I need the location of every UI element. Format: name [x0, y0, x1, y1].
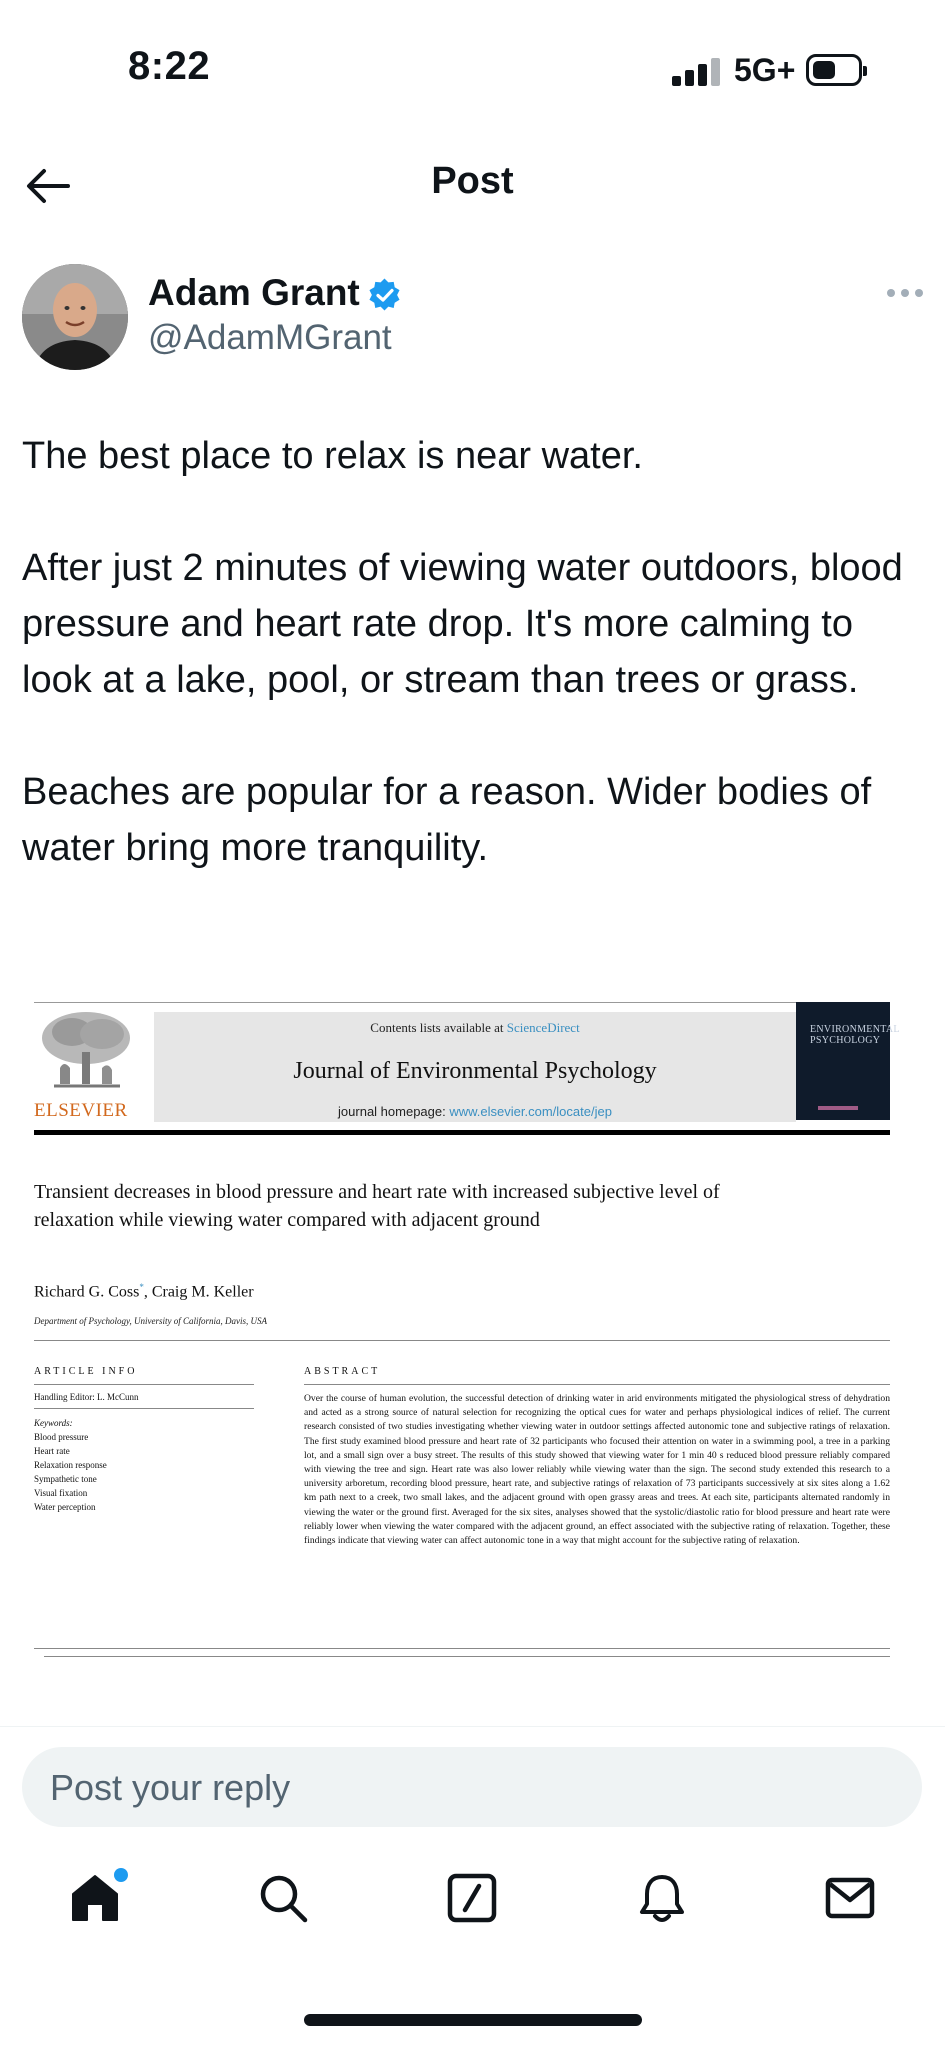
- more-options-button[interactable]: [887, 286, 923, 300]
- journal-banner: [154, 1012, 796, 1122]
- abstract-heading: ABSTRACT: [304, 1366, 381, 1377]
- keywords-list: [34, 1416, 107, 1514]
- header: [0, 140, 945, 230]
- publisher-name: ELSEVIER: [34, 1100, 128, 1121]
- keyword: Relaxation response: [34, 1460, 107, 1470]
- post-image-paper[interactable]: [22, 988, 908, 1664]
- home-indicator[interactable]: [304, 2014, 642, 2026]
- verified-badge-icon: [368, 278, 402, 312]
- bell-icon: [636, 1872, 688, 1924]
- reply-area: [0, 1726, 945, 1844]
- article-info-heading: ARTICLE INFO: [34, 1366, 138, 1377]
- paper-title: Transient decreases in blood pressure and heart rate with increased subjective level of relaxation while viewing water compared with adjacent ground: [34, 1181, 720, 1231]
- paper-affiliation: Department of Psychology, University of California, Davis, USA: [34, 1316, 267, 1326]
- keyword: Visual fixation: [34, 1488, 88, 1498]
- author-name-text: Adam Grant: [148, 272, 360, 313]
- avatar[interactable]: [22, 264, 128, 370]
- battery-icon: [806, 54, 862, 86]
- home-icon: [69, 1872, 121, 1924]
- author-handle[interactable]: @AdamMGrant: [148, 318, 392, 357]
- network-label: 5G+: [734, 52, 796, 88]
- status-bar: [0, 0, 945, 140]
- journal-name: Journal of Environmental Psychology: [293, 1058, 657, 1084]
- cover-title: ENVIRONMENTAL PSYCHOLOGY: [810, 1024, 900, 1046]
- author-name[interactable]: [148, 272, 402, 314]
- contents-line: Contents lists available at ScienceDirect: [370, 1020, 580, 1035]
- keyword: Sympathetic tone: [34, 1474, 97, 1484]
- keyword: Blood pressure: [34, 1432, 89, 1442]
- page-title: Post: [431, 160, 514, 202]
- compose-icon: [446, 1872, 498, 1924]
- homepage-line: journal homepage: www.elsevier.com/locate/jep: [338, 1104, 612, 1119]
- avatar-image: [22, 264, 128, 370]
- handling-editor: Handling Editor: L. McCunn: [34, 1392, 139, 1402]
- tab-notifications[interactable]: [627, 1860, 697, 1940]
- journal-cover: [796, 1002, 900, 1120]
- keyword: Heart rate: [34, 1446, 70, 1456]
- mail-icon: [824, 1872, 876, 1924]
- reply-placeholder: Post your reply: [50, 1767, 291, 1808]
- notification-dot: [114, 1868, 128, 1882]
- elsevier-tree-logo: [34, 1008, 138, 1092]
- keyword: Water perception: [34, 1502, 96, 1512]
- signal-icon: [672, 56, 722, 86]
- status-time: 8:22: [128, 44, 211, 88]
- tab-home[interactable]: [60, 1860, 130, 1940]
- keywords-heading: Keywords:: [34, 1418, 73, 1428]
- battery-fill: [813, 61, 835, 79]
- post-paragraph: After just 2 minutes of viewing water outdoors, blood pressure and heart rate drop. It's more calming to look at a lake, pool, or stream than trees or grass.: [22, 547, 903, 701]
- abstract-text: Over the course of human evolution, the successful detection of drinking water in arid environments mitigated the physiological stress of dehydration and acted as a strong source of natural selection for recognizing the optical cues for water and perhaps physiological indices of relief. The current research consisted of two studies investigating whether viewing water in outdoor settings affected autonomic tone and subjective ratings of relaxation. The first study examined blood pressure and heart rate of 32 participants who focused their attention on water in a swimming pool, a tree in a parking lot, and a small sign over a busy street. The results of this study showed that viewing water for 1 min 40 s reduced blood pressure reliably compared with viewing the tree and sign. Heart rate was also lower reliably while viewing water than the sign. The second study extended this research to a university arboretum, recording blood pressure, heart rate, and subjective ratings of relaxation of 73 participants successively at six sites along a 1.62 km path next to a creek, two small lakes, and the adjacent ground with open grassy areas and trees. At each site, participants alternated randomly in viewing the water or the ground first. Averaged for the six sites, analyses showed that the systolic/diastolic ratio for blood pressure and heart rate were reliably lower when viewing the water compared with the adjacent ground, an effect associated with the subjective rating of relaxation. Together, these findings indicate that viewing water can affect autonomic tone in a way that might account for the subjective rating of relaxation.: [304, 1393, 890, 1547]
- search-icon: [257, 1872, 309, 1924]
- post-text: [22, 428, 922, 932]
- tab-search[interactable]: [248, 1860, 318, 1940]
- tab-compose[interactable]: [437, 1860, 507, 1940]
- paper-authors: Richard G. Coss*, Craig M. Keller: [34, 1282, 254, 1301]
- author-row: [0, 262, 945, 372]
- post-paragraph: Beaches are popular for a reason. Wider bodies of water bring more tranquility.: [22, 771, 872, 869]
- tab-messages[interactable]: [815, 1860, 885, 1940]
- reply-input[interactable]: [22, 1747, 922, 1827]
- tab-bar: [0, 1860, 945, 1950]
- post-paragraph: The best place to relax is near water.: [22, 435, 643, 477]
